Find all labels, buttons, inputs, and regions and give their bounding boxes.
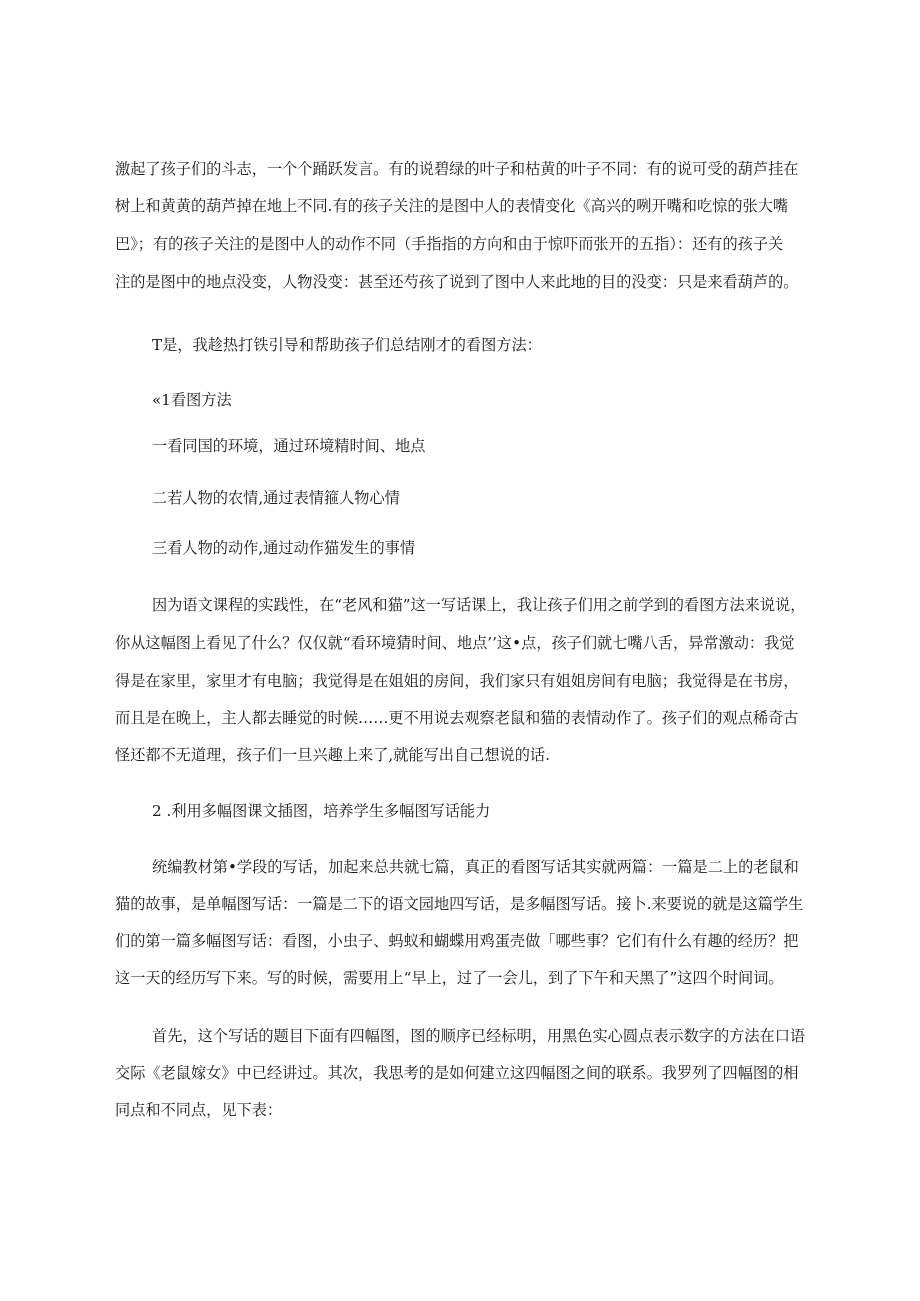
list-item: 二若人物的农情,通过表情箍人物心情 — [152, 489, 400, 507]
paragraph-line: 因为语文课程的实践性，在“老风和猫”这一写话课上，我让孩子们用之前学到的看图方法来说说， — [152, 596, 806, 614]
paragraph-line: 统编教材第•学段的写话，加起来总共就七篇，真正的看图写话其实就两篇：一篇是二上的老鼠和 — [152, 858, 799, 876]
section-heading: «1看图方法 — [152, 391, 232, 409]
paragraph-line: 你从这幅图上看见了什么？仅仅就“看环境猜时间、地点’’这•点，孩子们就七嘴八舌，异常激动：我觉 — [115, 634, 795, 652]
paragraph-line: 们的第一篇多幅图写话：看图，小虫子、蚂蚁和蝴蝶用鸡蛋壳做「哪些事？它们有什么有趣的经历？把 — [115, 932, 799, 950]
paragraph-line: 树上和黄黄的葫芦掉在地上不同.有的孩子关注的是图中人的表情变化《高兴的咧开嘴和吃惊的张大嘴 — [115, 197, 789, 215]
paragraph-line: 首先，这个写话的题目下面有四幅图，图的顺序已经标明，用黑色实心圆点表示数字的方法在口语 — [152, 1027, 806, 1045]
paragraph-line: 巴》；有的孩子关注的是图中人的动作不同（手指指的方向和由于惊吓而张开的五指）：还有的孩子关 — [115, 235, 784, 253]
paragraph-line: 交际《老鼠嫁女》中已经讲过。其次，我思考的是如何建立这四幅图之间的联系。我罗列了四幅图的相 — [115, 1064, 799, 1082]
paragraph-line: 而且是在晚上，主人都去睡觉的时候……更不用说去观察老鼠和猫的表情动作了。孩子们的观点稀奇古 — [115, 709, 799, 727]
paragraph-line: 注的是图中的地点没变，人物没变：甚至还芍孩了说到了图中人来此地的目的没变：只是来看葫芦的。 — [115, 273, 799, 291]
paragraph-line: 激起了孩子们的斗志，一个个踊跃发言。有的说碧绿的叶子和枯黄的叶子不同：有的说可受的葫芦挂在 — [115, 160, 799, 178]
list-item: 三看人物的动作,通过动作猫发生的事情 — [152, 539, 416, 557]
paragraph-line: 这一天的经历写下来。写的时候，需要用上“早上，过了一会儿，到了下午和天黑了”这四个时间词。 — [115, 969, 784, 987]
paragraph-line: 得是在家里，家里才有电脑；我觉得是在姐姐的房间，我们家只有姐姐房间有电脑；我觉得是在书房， — [115, 672, 799, 690]
paragraph-line: T是，我趁热打铁引导和帮助孩子们总结刚才的看图方法： — [152, 336, 542, 354]
section-heading: 2 .利用多幅图课文插图，培养学生多幅图写话能力 — [152, 802, 491, 820]
list-item: 一看同国的环境，通过环境精时间、地点 — [152, 437, 426, 455]
paragraph-line: 猫的故事，是单幅图写话：一篇是二下的语文园地四写话，是多幅图写话。接卜.来要说的就是这篇学生 — [115, 895, 804, 913]
paragraph-line: 同点和不同点，见下表： — [115, 1101, 283, 1119]
paragraph-line: 怪还都不无道理，孩子们一旦兴趣上来了,就能写出自己想说的话. — [115, 746, 550, 764]
